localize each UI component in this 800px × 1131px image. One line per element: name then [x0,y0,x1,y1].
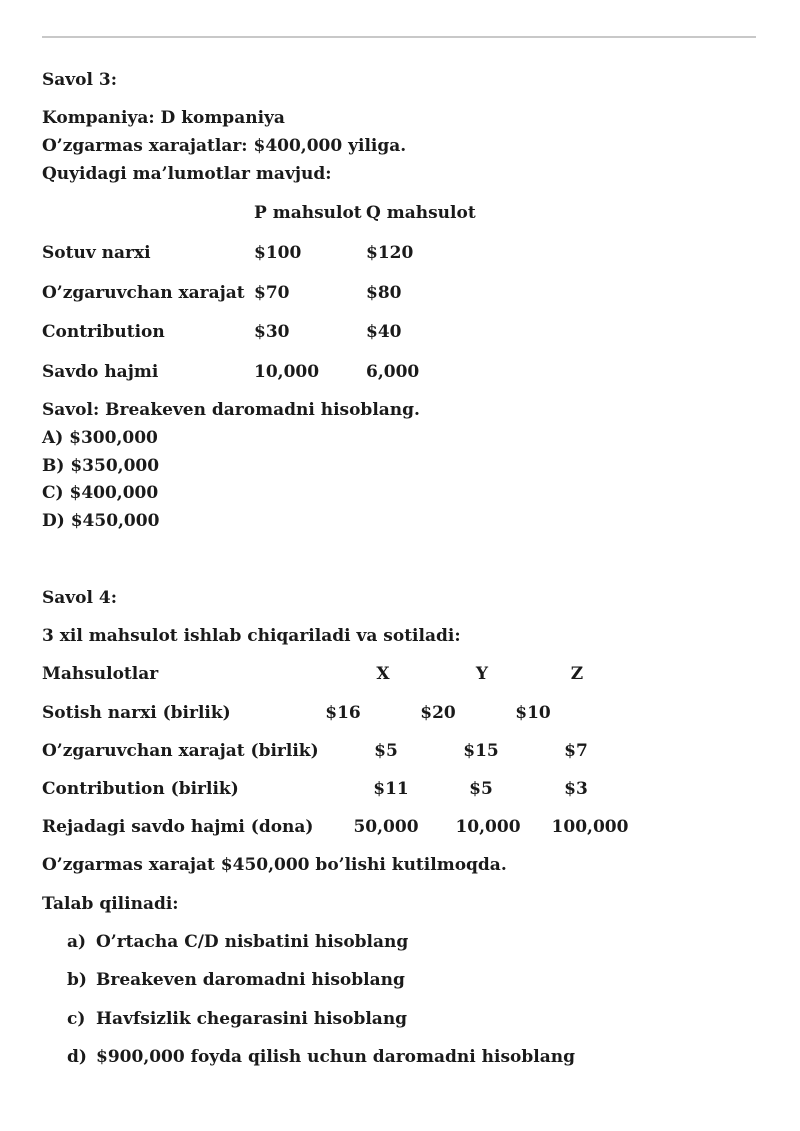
value-y: $20 [420,703,456,723]
answer-option-b: B) $350,000 [42,456,160,476]
value-y: $15 [463,741,499,761]
value-y: $5 [469,779,493,799]
value-x: 50,000 [353,817,419,837]
task-text: Breakeven daromadni hisoblang [96,970,405,990]
top-divider [42,36,756,38]
value-z: $3 [564,779,588,799]
company-line: Kompaniya: D kompaniya [42,108,285,128]
row-label: Contribution (birlik) [42,779,239,799]
answer-option-d: D) $450,000 [42,511,160,531]
row-value-q: 6,000 [366,362,420,382]
row-label: Sotuv narxi [42,243,151,263]
value-x: $5 [374,741,398,761]
task-text: $900,000 foyda qilish uchun daromadni hisoblang [96,1047,575,1067]
product-z-header: Z [570,664,584,684]
task-letter: c) [67,1009,86,1029]
products-header-label: Mahsulotlar [42,664,159,684]
row-value-p: $30 [254,322,290,342]
answer-option-c: C) $400,000 [42,483,159,503]
row-label: Sotish narxi (birlik) [42,703,231,723]
question-3-title: Savol 3: [42,70,117,90]
row-label: Rejadagi savdo hajmi (dona) [42,817,314,837]
value-y: 10,000 [455,817,521,837]
table-header-p: P mahsulot [254,203,362,223]
row-label: Contribution [42,322,165,342]
value-z: 100,000 [551,817,629,837]
fixed-cost-expectation: O’zgarmas xarajat $450,000 bo’lishi kutilmoqda. [42,855,507,875]
row-value-q: $120 [366,243,414,263]
row-label: O’zgaruvchan xarajat [42,283,245,303]
product-x-header: X [376,664,390,684]
value-x: $11 [373,779,409,799]
answer-option-a: A) $300,000 [42,428,158,448]
task-letter: d) [67,1047,87,1067]
product-y-header: Y [475,664,489,684]
value-z: $7 [564,741,588,761]
row-value-q: $80 [366,283,402,303]
value-x: $16 [325,703,361,723]
value-z: $10 [515,703,551,723]
task-letter: a) [67,932,87,952]
task-text: O’rtacha C/D nisbatini hisoblang [96,932,409,952]
row-value-p: 10,000 [254,362,320,382]
row-value-p: $100 [254,243,302,263]
row-label: O’zgaruvchan xarajat (birlik) [42,741,319,761]
row-label: Savdo hajmi [42,362,159,382]
task-letter: b) [67,970,87,990]
task-text: Havfsizlik chegarasini hisoblang [96,1009,408,1029]
table-header-q: Q mahsulot [366,203,476,223]
row-value-q: $40 [366,322,402,342]
fixed-cost-line: O’zgarmas xarajatlar: $400,000 yiliga. [42,136,407,156]
data-intro-line: Quyidagi ma’lumotlar mavjud: [42,164,332,184]
row-value-p: $70 [254,283,290,303]
question-4-title: Savol 4: [42,588,117,608]
required-heading: Talab qilinadi: [42,894,179,914]
question-4-intro: 3 xil mahsulot ishlab chiqariladi va sotiladi: [42,626,461,646]
question-text: Savol: Breakeven daromadni hisoblang. [42,400,420,420]
